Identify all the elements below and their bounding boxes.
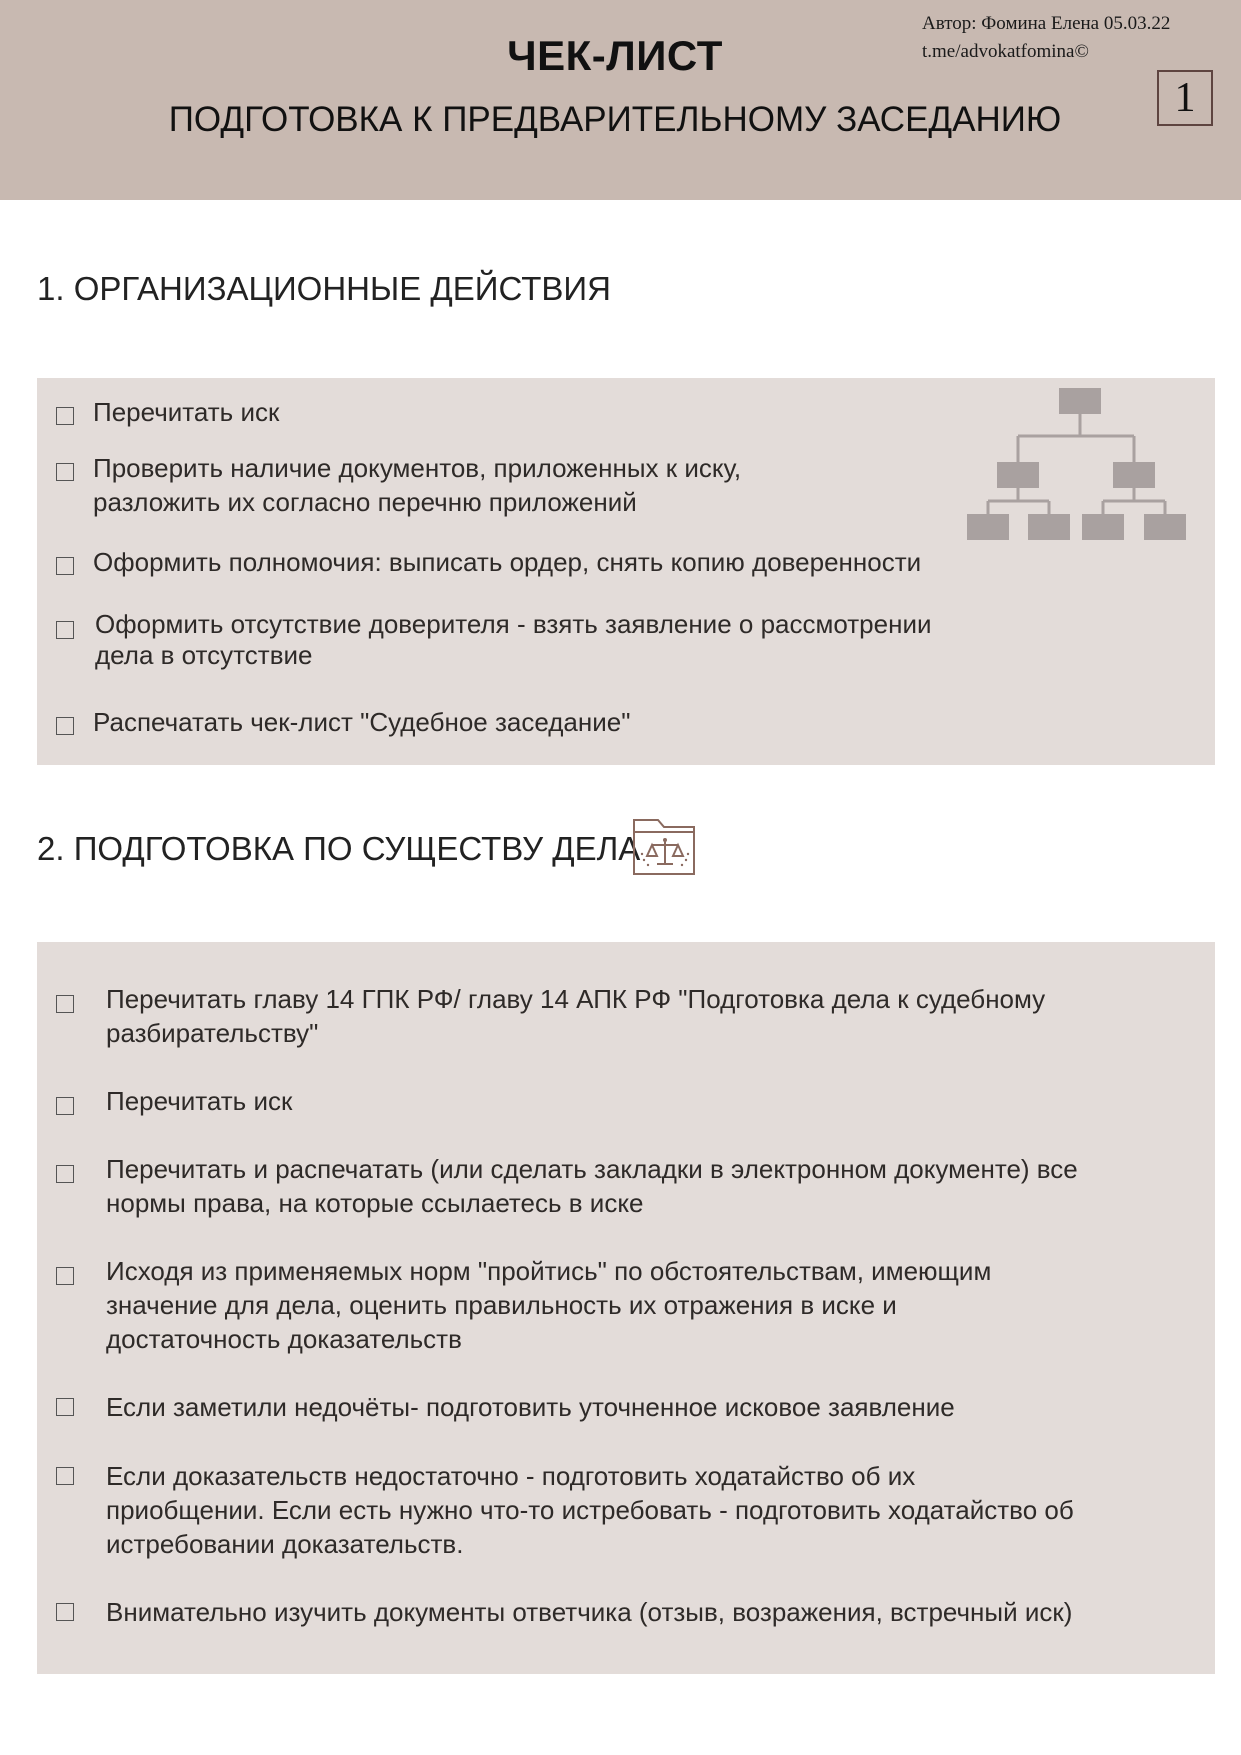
author-link-line	[922, 38, 1170, 66]
header-banner	[0, 0, 1241, 200]
checkbox[interactable]	[56, 1603, 74, 1621]
checkbox[interactable]	[56, 557, 74, 575]
telegram-link[interactable]: t.me/advokatfomina	[922, 41, 1075, 62]
checkbox[interactable]	[56, 1398, 74, 1416]
legal-folder-icon	[632, 814, 698, 878]
checkbox[interactable]	[56, 995, 74, 1013]
page-number-box: 1	[1157, 70, 1213, 126]
section-2-title: 2. ПОДГОТОВКА ПО СУЩЕСТВУ ДЕЛА	[37, 830, 641, 867]
page-title: ЧЕК-ЛИСТ	[507, 32, 723, 79]
section-2-panel	[37, 942, 1215, 1674]
checkbox[interactable]	[56, 463, 74, 481]
author-line: Автор: Фомина Елена 05.03.22	[922, 13, 1171, 34]
page-subtitle: ПОДГОТОВКА К ПРЕДВАРИТЕЛЬНОМУ ЗАСЕДАНИЮ	[168, 100, 1062, 139]
checklist-item-text: Если заметили недочёты- подготовить уточненное исковое заявление	[106, 1392, 955, 1422]
checklist-item-text: Перечитать и распечатать (или сделать закладки в электронном документе) все нормы права, на которые ссылаетесь в иске	[106, 1154, 1078, 1218]
checklist-item-text: Перечитать главу 14 ГПК РФ/ главу 14 АПК РФ "Подготовка дела к судебному разбирательству"	[106, 984, 1046, 1048]
copyright-mark: ©	[1074, 41, 1089, 62]
checklist-item-text: Исходя из применяемых норм "пройтись" по обстоятельствам, имеющим значение для дела, оценить правильность их отражения в иске и достаточность доказательств	[106, 1256, 992, 1354]
checkbox[interactable]	[56, 1165, 74, 1183]
checklist-item-text: Перечитать иск	[106, 1086, 293, 1116]
checkbox[interactable]	[56, 1267, 74, 1285]
checkbox[interactable]	[56, 717, 74, 735]
checklist-item-text: Если доказательств недостаточно - подготовить ходатайство об их приобщении. Если есть нужно что-то истребовать - подготовить ходатайство об истребовании доказательств.	[106, 1461, 1074, 1559]
section-1-panel	[37, 378, 1215, 765]
checklist-item-text: Перечитать иск	[93, 397, 280, 427]
section-1-title: 1. ОРГАНИЗАЦИОННЫЕ ДЕЙСТВИЯ	[37, 270, 611, 307]
checklist-item-text: Оформить полномочия: выписать ордер, снять копию доверенности	[93, 547, 922, 577]
hierarchy-icon	[967, 386, 1192, 541]
checkbox[interactable]	[56, 407, 74, 425]
checklist-item-text: Оформить отсутствие доверителя - взять заявление о рассмотрении дела в отсутствие	[95, 609, 932, 670]
checkbox[interactable]	[56, 1097, 74, 1115]
checklist-item-text: Распечатать чек-лист "Судебное заседание"	[93, 707, 631, 737]
checklist-item-text: Внимательно изучить документы ответчика (отзыв, возражения, встречный иск)	[106, 1597, 1073, 1627]
checkbox[interactable]	[56, 621, 74, 639]
author-info	[922, 10, 1170, 66]
checklist-item-text: Проверить наличие документов, приложенных к иску, разложить их согласно перечню приложений	[93, 453, 742, 517]
checkbox[interactable]	[56, 1467, 74, 1485]
